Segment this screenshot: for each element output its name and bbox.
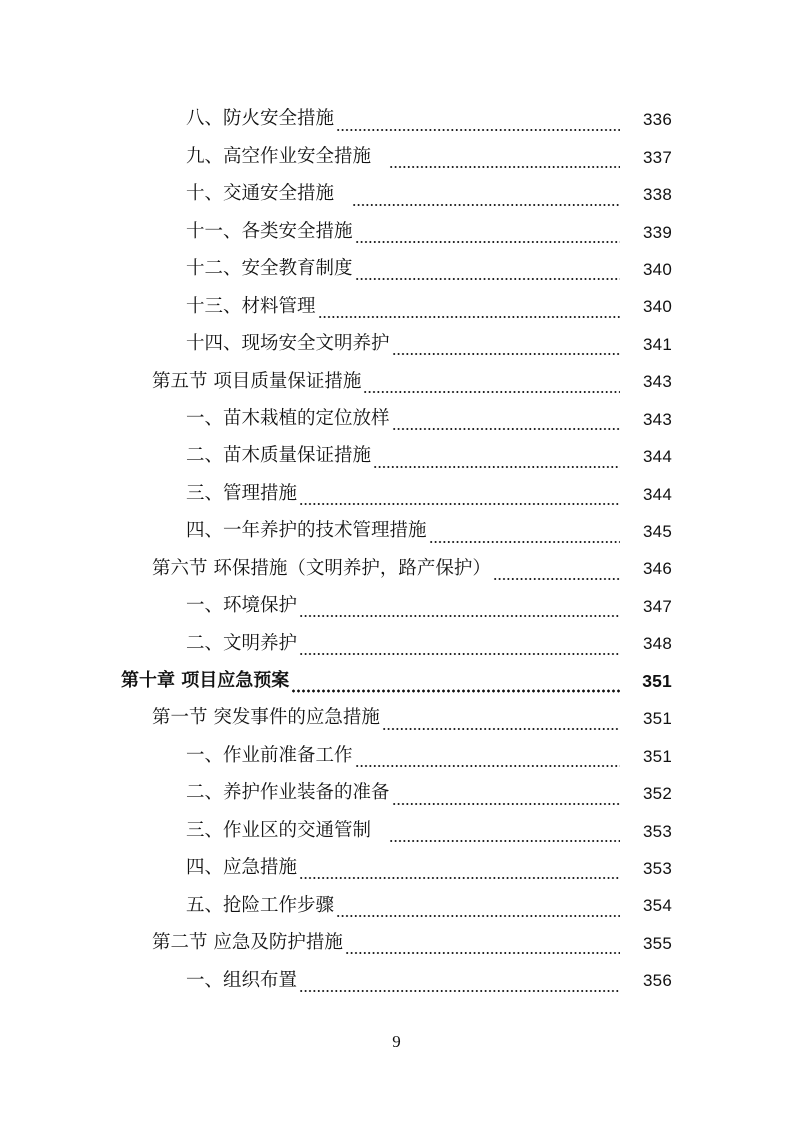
- toc-entry-title: 一、苗木栽植的定位放样: [186, 407, 390, 429]
- toc-entry-page: 343: [643, 372, 672, 392]
- dot-leader: [382, 713, 620, 731]
- toc-entry-page: 337: [643, 147, 672, 167]
- toc-entry[interactable]: [0, 438, 793, 475]
- toc-entry[interactable]: [0, 962, 793, 999]
- dot-leader: [299, 975, 620, 993]
- toc-entry-page: 353: [643, 858, 672, 878]
- dot-leader: [299, 638, 620, 656]
- dot-leader: [355, 263, 620, 281]
- dot-leader: [493, 563, 620, 581]
- toc-entry-title: 一、环境保护: [186, 595, 298, 617]
- dot-leader: [429, 526, 620, 544]
- toc-entry-page: 341: [643, 334, 672, 354]
- dot-leader: [392, 788, 620, 806]
- toc-entry-page: 353: [643, 821, 672, 841]
- dot-leader: [389, 825, 620, 843]
- toc-entry[interactable]: [0, 700, 793, 737]
- toc-entry-title: 四、一年养护的技术管理措施: [186, 520, 427, 542]
- toc-entry[interactable]: [0, 588, 793, 625]
- toc-entry-title: 三、作业区的交通管制: [186, 819, 372, 841]
- toc-entry-title: 一、组织布置: [186, 969, 298, 991]
- toc-entry-title: 第六节 环保措施（文明养护，路产保护）: [152, 557, 491, 579]
- dot-leader: [345, 937, 620, 955]
- dot-leader: [392, 413, 620, 431]
- toc-entry-title: 四、应急措施: [186, 857, 298, 879]
- toc-entry[interactable]: [0, 401, 793, 438]
- dot-leader: [291, 675, 620, 693]
- toc-entry[interactable]: [0, 812, 793, 849]
- toc-entry[interactable]: [0, 101, 793, 138]
- dot-leader: [352, 189, 620, 207]
- toc-entry-page: 351: [643, 709, 672, 729]
- toc-entry-page: 345: [643, 522, 672, 542]
- toc-entry[interactable]: [0, 550, 793, 587]
- dot-leader: [373, 451, 620, 469]
- toc-entry-page: 356: [643, 971, 672, 991]
- toc-entry-page: 354: [643, 896, 672, 916]
- dot-leader: [299, 862, 620, 880]
- toc-entry[interactable]: [0, 663, 793, 700]
- toc-entry-title: 十二、安全教育制度: [186, 258, 353, 280]
- dot-leader: [299, 488, 620, 506]
- dot-leader: [299, 600, 620, 618]
- toc-entry-page: 344: [643, 484, 672, 504]
- dot-leader: [363, 376, 620, 394]
- toc-entry-title: 十一、各类安全措施: [186, 220, 353, 242]
- toc-entry[interactable]: [0, 288, 793, 325]
- toc-entry-title: 八、防火安全措施: [186, 108, 335, 130]
- dot-leader: [355, 226, 620, 244]
- toc-entry[interactable]: [0, 775, 793, 812]
- dot-leader: [336, 114, 620, 132]
- toc-entry[interactable]: [0, 887, 793, 924]
- toc-entry-page: 339: [643, 222, 672, 242]
- toc-entry-page: 340: [643, 297, 672, 317]
- toc-entry[interactable]: [0, 737, 793, 774]
- toc-entry-page: 340: [643, 259, 672, 279]
- toc-entry-title: 二、苗木质量保证措施: [186, 445, 372, 467]
- dot-leader: [318, 301, 620, 319]
- toc-entry-title: 二、文明养护: [186, 632, 298, 654]
- toc-entry[interactable]: [0, 625, 793, 662]
- toc-entry[interactable]: [0, 475, 793, 512]
- toc-entry[interactable]: [0, 513, 793, 550]
- toc-entry[interactable]: [0, 363, 793, 400]
- toc-entry-title: 第十章 项目应急预案: [121, 670, 290, 692]
- toc-entry-title: 一、作业前准备工作: [186, 744, 353, 766]
- toc-entry-title: 十、交通安全措施: [186, 183, 335, 205]
- dot-leader: [392, 338, 620, 356]
- toc-entry-page: 343: [643, 409, 672, 429]
- toc-entry[interactable]: [0, 326, 793, 363]
- dot-leader: [336, 900, 620, 918]
- toc-entry-page: 348: [643, 634, 672, 654]
- toc-entry-page: 346: [643, 559, 672, 579]
- toc-entry-title: 三、管理措施: [186, 482, 298, 504]
- toc-entry-page: 352: [643, 784, 672, 804]
- page-number: 9: [392, 1032, 401, 1051]
- toc-entry[interactable]: [0, 213, 793, 250]
- toc-entry-page: 355: [643, 933, 672, 953]
- toc-entry-title: 九、高空作业安全措施: [186, 145, 372, 167]
- dot-leader: [355, 750, 620, 768]
- toc-entry[interactable]: [0, 138, 793, 175]
- toc-entry-page: 336: [643, 110, 672, 130]
- toc-entry-title: 十三、材料管理: [186, 295, 316, 317]
- table-of-contents: [0, 101, 793, 1000]
- toc-entry-page: 344: [643, 447, 672, 467]
- toc-entry-page: 347: [643, 596, 672, 616]
- toc-entry-title: 第二节 应急及防护措施: [152, 932, 343, 954]
- toc-entry-title: 二、养护作业装备的准备: [186, 782, 390, 804]
- toc-entry-title: 第五节 项目质量保证措施: [152, 370, 362, 392]
- toc-entry-page: 351: [643, 746, 672, 766]
- toc-entry-title: 十四、现场安全文明养护: [186, 333, 390, 355]
- toc-entry-title: 五、抢险工作步骤: [186, 894, 335, 916]
- toc-entry-page: 351: [642, 670, 672, 691]
- dot-leader: [389, 151, 620, 169]
- toc-entry[interactable]: [0, 850, 793, 887]
- toc-entry[interactable]: [0, 925, 793, 962]
- toc-entry[interactable]: [0, 251, 793, 288]
- toc-entry-page: 338: [643, 185, 672, 205]
- toc-entry[interactable]: [0, 176, 793, 213]
- toc-entry-title: 第一节 突发事件的应急措施: [152, 707, 380, 729]
